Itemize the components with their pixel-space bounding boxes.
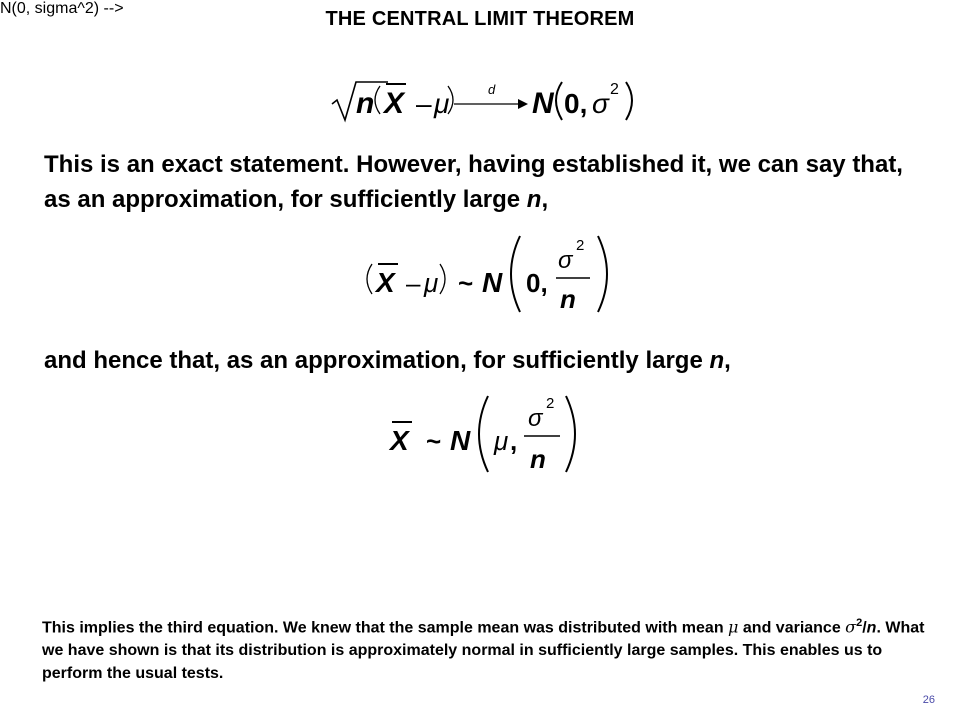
eq1-left-paren: [375, 86, 380, 114]
eq2-tilde: ~: [458, 268, 474, 298]
eq3-mu: μ: [494, 426, 509, 456]
eq2-denominator: n: [560, 284, 576, 314]
eq2-big-right-paren: [598, 236, 607, 312]
eq3-xbar: X: [390, 425, 409, 456]
paragraph-exact-statement: [44, 147, 924, 217]
eq2-sigma: σ: [558, 247, 573, 274]
note-superscript: 2: [856, 617, 863, 629]
eq1-n: n: [356, 87, 375, 120]
equation-clt-convergence-svg: [330, 70, 650, 130]
equation-clt-convergence: [330, 70, 650, 130]
explanatory-note: [42, 612, 932, 685]
eq3-squared: 2: [546, 395, 555, 412]
eq3-comma: ,: [510, 426, 518, 456]
note-mu: μ: [728, 617, 739, 637]
eq2-squared: 2: [576, 237, 585, 254]
eq2-zero: 0,: [526, 268, 548, 298]
eq1-xbar: X: [384, 87, 405, 120]
eq2-left-paren: [367, 264, 372, 294]
note-sigma: σ: [845, 617, 857, 637]
note-part-2: and variance: [738, 619, 846, 637]
note-part-1: This implies the third equation. We knew that the sample mean was distributed with mean: [42, 619, 729, 637]
eq3-tilde: ~: [426, 426, 442, 456]
paragraph-hence: [44, 343, 924, 378]
eq1-big-left-paren: [556, 82, 562, 120]
eq2-right-paren: [440, 264, 445, 294]
eq2-minus: –: [406, 268, 421, 298]
eq1-minus: –: [416, 88, 432, 119]
paragraph-2-n: n: [709, 347, 725, 374]
note-n: n: [866, 619, 877, 637]
equation-sample-mean-approx-svg: [384, 392, 584, 476]
eq3-big-right-paren: [566, 396, 575, 472]
eq1-mu: μ: [434, 88, 450, 119]
eq2-normal: N: [482, 267, 503, 298]
eq2-xbar: X: [376, 267, 395, 298]
eq3-big-left-paren: [479, 396, 488, 472]
paragraph-2-text: and hence that, as an approximation, for sufficiently large: [44, 347, 710, 374]
equation-deviation-approx: [360, 232, 620, 316]
paragraph-2-end: ,: [724, 347, 731, 374]
eq3-normal: N: [450, 425, 471, 456]
eq1-squared: 2: [610, 81, 619, 98]
eq1-normal: N: [532, 87, 554, 120]
paragraph-1-text: This is an exact statement. However, having established it, we can say that, as an approximation, for sufficiently large: [44, 151, 903, 213]
equation-sample-mean-approx: [384, 392, 584, 476]
note-slash: /: [862, 619, 867, 637]
note-part-3: . What we have shown is that its distribution is approximately normal in sufficiently large samples. This enables us to perform the usual tests.: [42, 619, 925, 683]
paragraph-1-n: n: [526, 186, 542, 213]
eq1-sigma: σ: [592, 88, 609, 119]
eq1-zero: 0,: [564, 88, 588, 119]
page-number: 26: [922, 694, 935, 706]
eq2-mu: μ: [424, 268, 439, 298]
slide-title: THE CENTRAL LIMIT THEOREM: [325, 8, 635, 30]
eq1-arrow-head: [518, 99, 528, 109]
eq1-big-right-paren: [626, 82, 632, 120]
eq2-big-left-paren: [511, 236, 520, 312]
eq3-denominator: n: [530, 444, 546, 474]
eq1-arrow-label: d: [488, 82, 496, 97]
equation-deviation-approx-svg: [360, 232, 620, 316]
paragraph-1-end: ,: [541, 186, 549, 213]
eq3-sigma: σ: [528, 405, 543, 432]
